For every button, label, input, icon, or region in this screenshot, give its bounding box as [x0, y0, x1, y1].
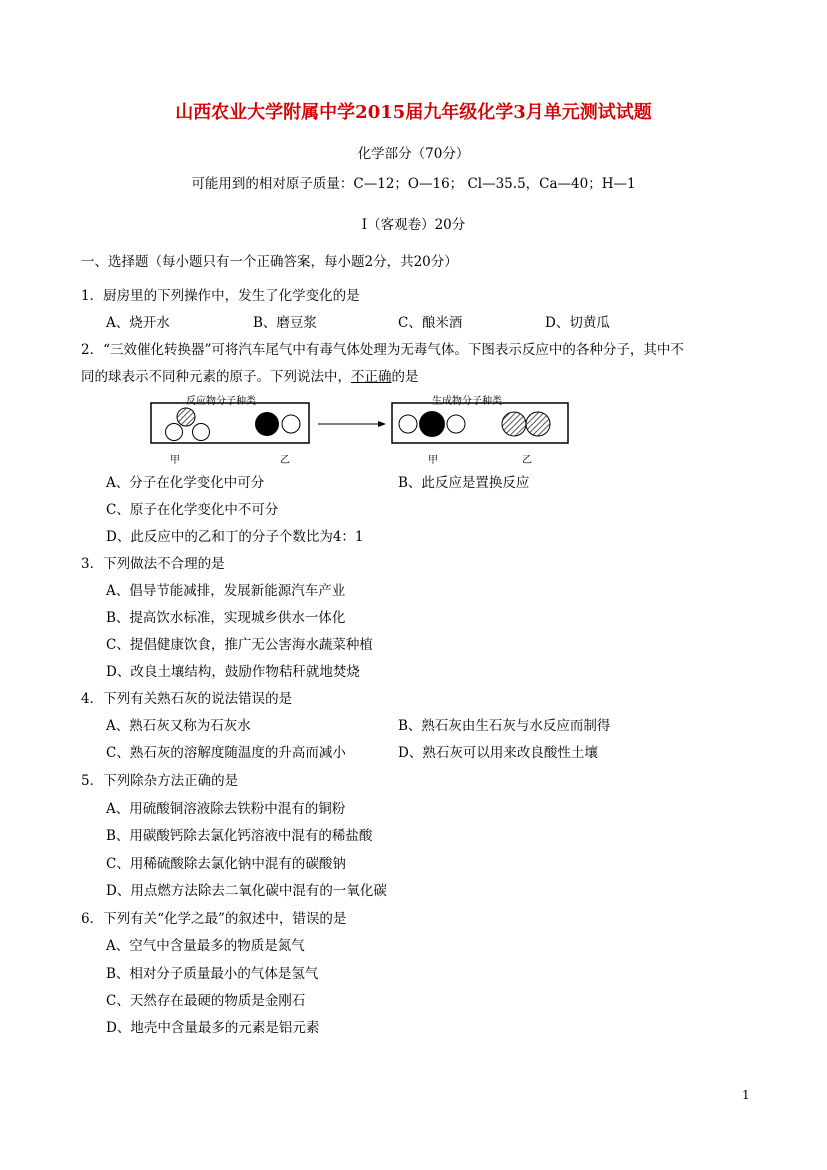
label-yi-product: 乙: [522, 455, 532, 465]
q4-stem: 4．下列有关熟石灰的说法错误的是: [81, 691, 293, 707]
q4-option-b: B、熟石灰由生石灰与水反应而制得: [398, 718, 611, 734]
q1-stem: 1．厨房里的下列操作中，发生了化学变化的是: [81, 288, 360, 304]
q6-option-a: A、空气中含量最多的物质是氮气: [106, 938, 305, 954]
q1-option-d: D、切黄瓜: [545, 315, 610, 331]
label-jia-product: 甲: [428, 455, 438, 465]
white-atom: [166, 424, 183, 441]
arrow-head: [378, 421, 386, 427]
q1-option-a: A、烧开水: [106, 315, 170, 331]
q5-option-c: C、用稀硫酸除去氯化钠中混有的碳酸钠: [106, 856, 346, 872]
section-instruction: 一、选择题（每小题只有一个正确答案，每小题2分，共20分）: [81, 254, 458, 270]
hatched-atom: [177, 408, 195, 426]
q6-stem: 6．下列有关“化学之最”的叙述中，错误的是: [81, 911, 347, 927]
q2-stem-line2: [81, 365, 419, 385]
q5-option-b: B、用碳酸钙除去氯化钙溶液中混有的稀盐酸: [106, 828, 373, 844]
white-atom: [193, 424, 210, 441]
products-label: 生成物分子种类: [432, 396, 502, 407]
q2-stem-line1: 2．“三效催化转换器”可将汽车尾气中有毒气体处理为无毒气体。下图表示反应中的各种分子，其中不: [81, 342, 684, 358]
hatched-atom: [526, 412, 550, 436]
reactants-label: 反应物分子种类: [186, 396, 256, 407]
q1-option-c: C、酿米酒: [398, 315, 463, 331]
q6-option-d: D、地壳中含量最多的元素是铝元素: [106, 1020, 320, 1036]
q4-option-a: A、熟石灰又称为石灰水: [106, 718, 251, 734]
q5-option-a: A、用硫酸铜溶液除去铁粉中混有的铜粉: [106, 801, 346, 817]
q1-option-b: B、磨豆浆: [253, 315, 317, 331]
part-heading: 化学部分（70分）: [357, 146, 470, 162]
white-atom: [282, 415, 300, 433]
q4-option-d: D、熟石灰可以用来改良酸性土壤: [398, 745, 598, 761]
q3-stem: 3．下列做法不合理的是: [81, 556, 225, 572]
q4-option-c: C、熟石灰的溶解度随温度的升高而减小: [106, 745, 346, 761]
q2-stem-underlined: 不正确: [351, 369, 392, 385]
exam-title: 山西农业大学附属中学2015届九年级化学3月单元测试试题: [175, 102, 652, 123]
q2-stem-pre: 同的球表示不同种元素的原子。下列说法中，: [81, 369, 351, 385]
q6-option-c: C、天然存在最硬的物质是金刚石: [106, 993, 306, 1009]
q3-option-b: B、提高饮水标准，实现城乡供水一体化: [106, 610, 346, 626]
black-atom: [419, 411, 445, 437]
label-jia-reactant: 甲: [170, 455, 180, 465]
q6-option-b: B、相对分子质量最小的气体是氢气: [106, 966, 319, 982]
q3-option-c: C、提倡健康饮食，推广无公害海水蔬菜种植: [106, 637, 373, 653]
q2-option-b: B、此反应是置换反应: [398, 475, 530, 491]
q2-stem-post: 的是: [391, 369, 419, 385]
page-number: 1: [742, 1088, 750, 1102]
molecule-diagram: [150, 393, 570, 465]
hatched-atom: [502, 412, 526, 436]
atomic-masses: 可能用到的相对原子质量：C—12；O—16； Cl—35.5，Ca—40；H—1: [191, 176, 636, 192]
q5-stem: 5．下列除杂方法正确的是: [81, 773, 239, 789]
white-atom: [399, 415, 417, 433]
q2-option-d: D、此反应中的乙和丁的分子个数比为4：1: [106, 529, 364, 545]
q3-option-a: A、倡导节能减排，发展新能源汽车产业: [106, 583, 346, 599]
q3-option-d: D、改良土壤结构，鼓励作物秸秆就地焚烧: [106, 664, 360, 680]
white-atom: [447, 415, 465, 433]
section-heading: Ⅰ（客观卷）20分: [361, 217, 466, 233]
q2-option-a: A、分子在化学变化中可分: [106, 475, 265, 491]
black-atom: [255, 412, 279, 436]
label-yi-reactant: 乙: [280, 455, 290, 465]
q5-option-d: D、用点燃方法除去二氧化碳中混有的一氧化碳: [106, 883, 387, 899]
q2-option-c: C、原子在化学变化中不可分: [106, 502, 279, 518]
